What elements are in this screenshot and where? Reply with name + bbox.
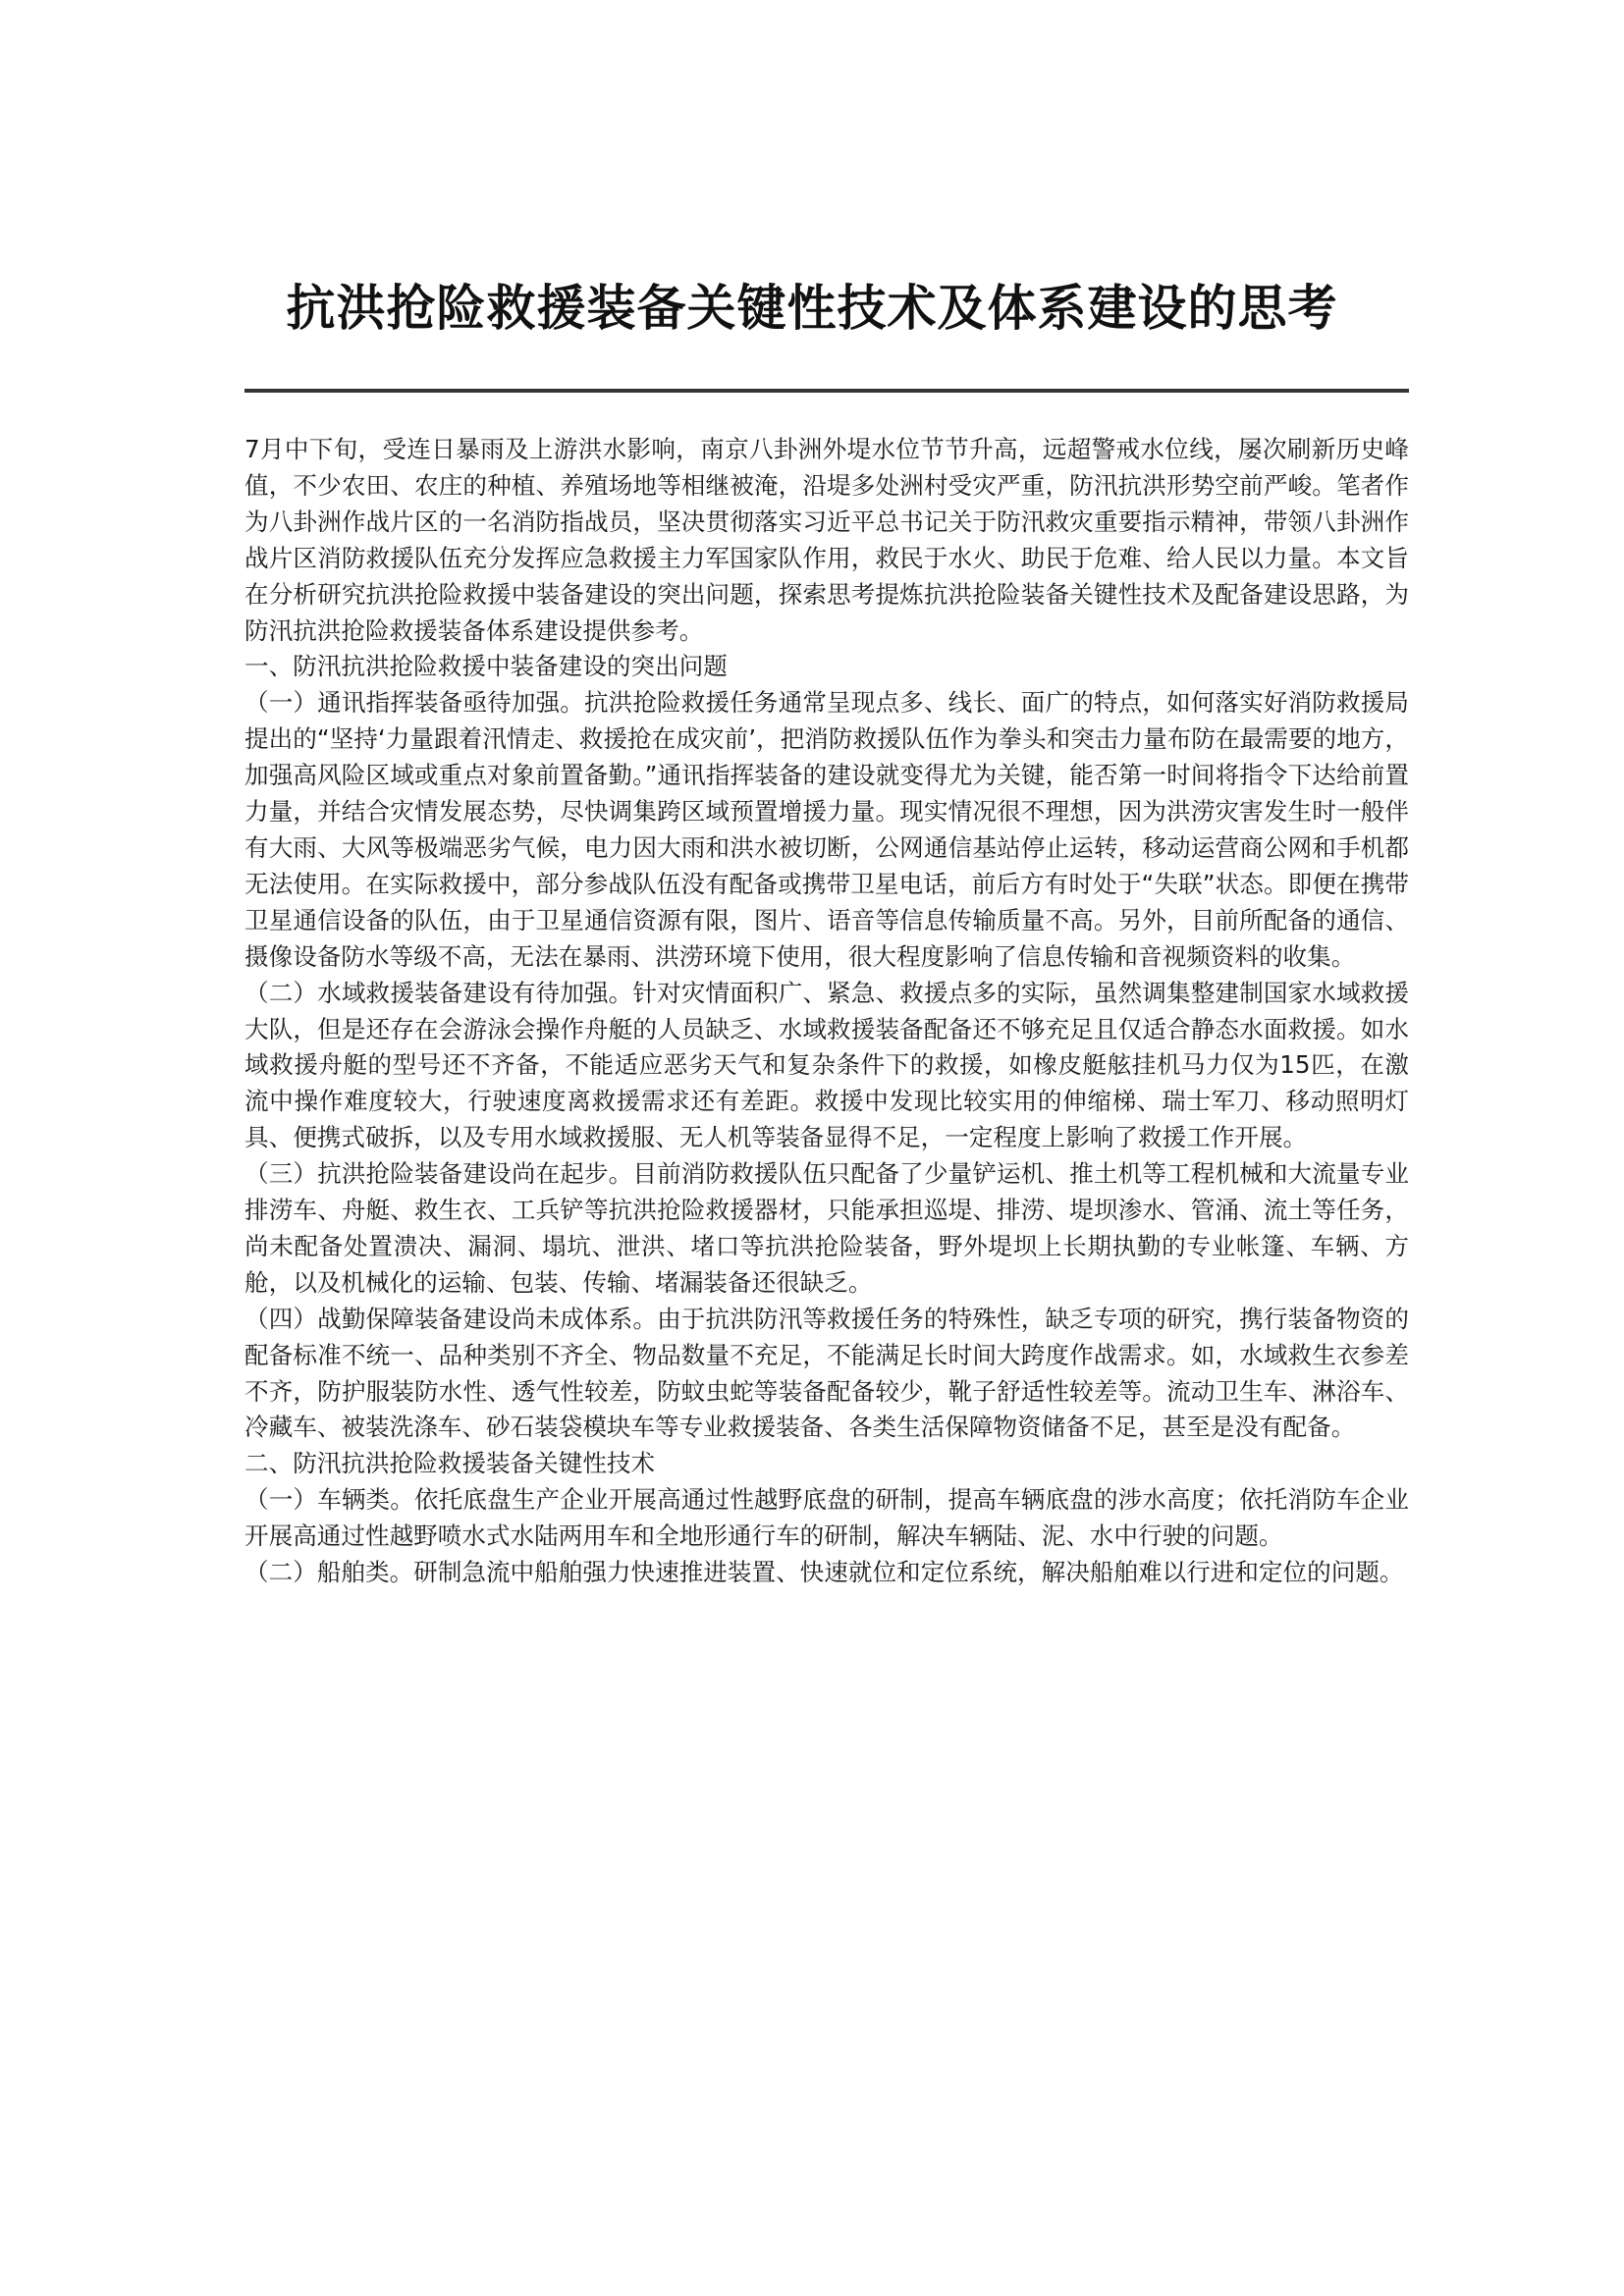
paragraph-water-rescue-equipment: （二）水域救援装备建设有待加强。针对灾情面积广、紧急、救援点多的实际，虽然调集整建制国家水域救援大队，但是还存在会游泳会操作舟艇的人员缺乏、水域救援装备配备还不够充足且仅适合静态水面救援。如水域救援舟艇的型号还不齐备，不能适应恶劣天气和复杂条件下的救援，如橡皮艇舷挂机马力仅为15匹，在激流中操作难度较大，行驶速度离救援需求还有差距。救援中发现比较实用的伸缩梯、瑞士军刀、移动照明灯具、便携式破拆，以及专用水域救援服、无人机等装备显得不足，一定程度上影响了救援工作开展。 [244, 978, 1409, 1152]
intro-paragraph: 7月中下旬，受连日暴雨及上游洪水影响，南京八卦洲外堤水位节节升高，远超警戒水位线，屡次刷新历史峰值，不少农田、农庄的种植、养殖场地等相继被淹，沿堤多处洲村受灾严重，防汛抗洪形势空前严峻。笔者作为八卦洲作战片区的一名消防指战员，坚决贯彻落实习近平总书记关于防汛救灾重要指示精神，带领八卦洲作战片区消防救援队伍充分发挥应急救援主力军国家队作用，救民于水火、助民于危难、给人民以力量。本文旨在分析研究抗洪抢险救援中装备建设的突出问题，探索思考提炼抗洪抢险装备关键性技术及配备建设思路，为防汛抗洪抢险救援装备体系建设提供参考。 [244, 435, 1409, 645]
paragraph-logistics-equipment: （四）战勤保障装备建设尚未成体系。由于抗洪防汛等救援任务的特殊性，缺乏专项的研究，携行装备物资的配备标准不统一、品种类别不齐全、物品数量不充足，不能满足长时间大跨度作战需求。如，水域救生衣参差不齐，防护服装防水性、透气性较差，防蚊虫蛇等装备配备较少，靴子舒适性较差等。流动卫生车、淋浴车、冷藏车、被装洗涤车、砂石装袋模块车等专业救援装备、各类生活保障物资储备不足，甚至是没有配备。 [244, 1304, 1409, 1442]
section-heading-1: 一、防汛抗洪抢险救援中装备建设的突出问题 [244, 652, 728, 681]
section-heading-2: 二、防汛抗洪抢险救援装备关键性技术 [244, 1449, 656, 1478]
document-title: 抗洪抢险救援装备关键性技术及体系建设的思考 [286, 280, 1338, 337]
paragraph-communication-equipment: （一）通讯指挥装备亟待加强。抗洪抢险救援任务通常呈现点多、线长、面广的特点，如何落实好消防救援局提出的“坚持‘力量跟着汛情走、救援抢在成灾前’，把消防救援队伍作为拳头和突击力量布防在最需要的地方，加强高风险区域或重点对象前置备勤。”通讯指挥装备的建设就变得尤为关键，能否第一时间将指令下达给前置力量，并结合灾情发展态势，尽快调集跨区域预置增援力量。现实情况很不理想，因为洪涝灾害发生时一般伴有大雨、大风等极端恶劣气候，电力因大雨和洪水被切断，公网通信基站停止运转，移动运营商公网和手机都无法使用。在实际救援中，部分参战队伍没有配备或携带卫星电话，前后方有时处于“失联”状态。即便在携带卫星通信设备的队伍，由于卫星通信资源有限，图片、语音等信息传输质量不高。另外，目前所配备的通信、摄像设备防水等级不高，无法在暴雨、洪涝环境下使用，很大程度影响了信息传输和音视频资料的收集。 [244, 688, 1409, 971]
paragraph-vehicles: （一）车辆类。依托底盘生产企业开展高通过性越野底盘的研制，提高车辆底盘的涉水高度；依托消防车企业开展高通过性越野喷水式水陆两用车和全地形通行车的研制，解决车辆陆、泥、水中行驶的问题。 [244, 1485, 1409, 1551]
document-body [244, 432, 1409, 1591]
title-divider [244, 389, 1409, 393]
paragraph-vessels: （二）船舶类。研制急流中船舶强力快速推进装置、快速就位和定位系统，解决船舶难以行进和定位的问题。 [244, 1558, 1404, 1587]
paragraph-flood-fighting-equipment: （三）抗洪抢险装备建设尚在起步。目前消防救援队伍只配备了少量铲运机、推土机等工程机械和大流量专业排涝车、舟艇、救生衣、工兵铲等抗洪抢险救援器材，只能承担巡堤、排涝、堤坝渗水、管涌、流土等任务，尚未配备处置溃决、漏洞、塌坑、泄洪、堵口等抗洪抢险装备，野外堤坝上长期执勤的专业帐篷、车辆、方舱，以及机械化的运输、包装、传输、堵漏装备还很缺乏。 [244, 1159, 1409, 1297]
